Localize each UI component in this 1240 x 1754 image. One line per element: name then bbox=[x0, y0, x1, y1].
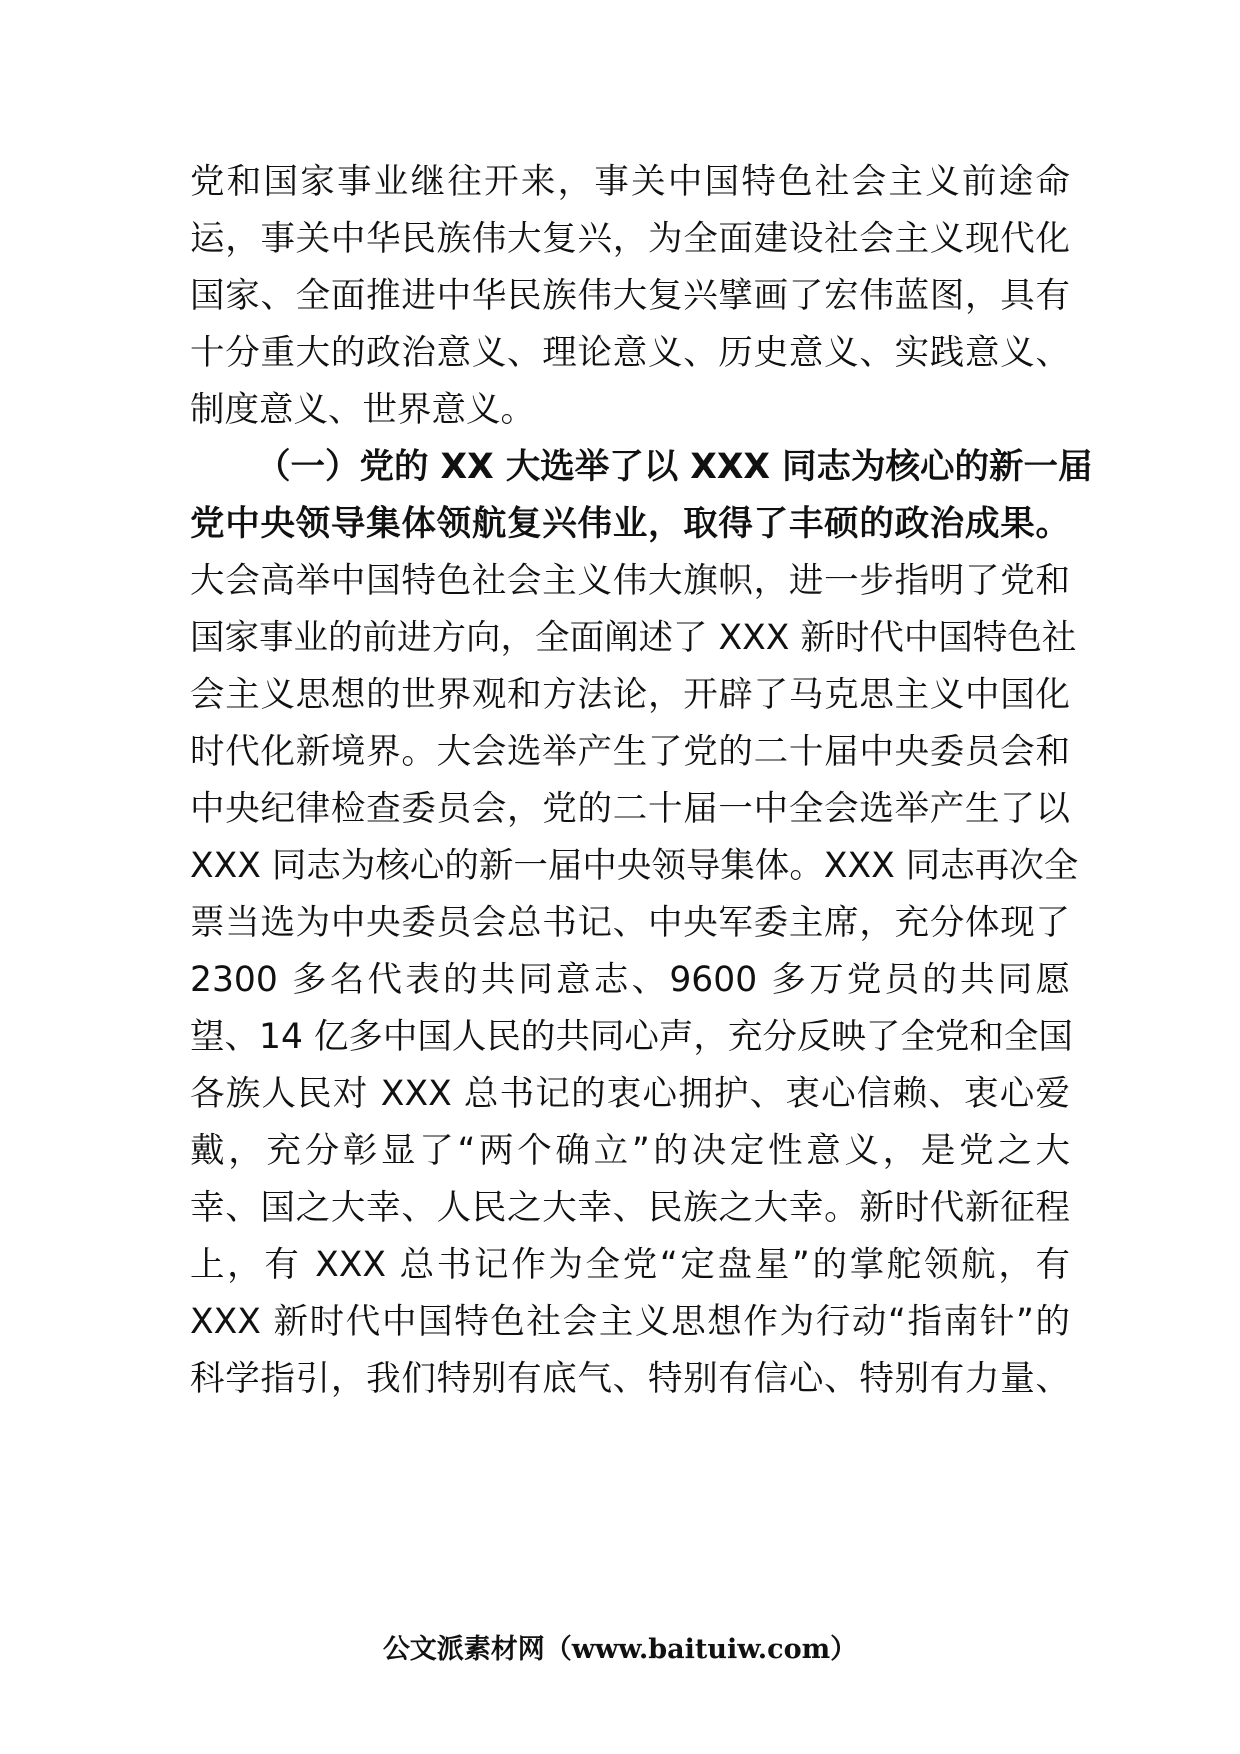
body-line: 国家、全面推进中华民族伟大复兴擘画了宏伟蓝图，具有 bbox=[190, 276, 1070, 316]
page-footer: 公文派素材网（www.baituiw.com） bbox=[382, 1634, 858, 1665]
body-line: 上，有 XXX 总书记作为全党“定盘星”的掌舵领航，有 bbox=[190, 1245, 1070, 1285]
body-line: 十分重大的政治意义、理论意义、历史意义、实践意义、 bbox=[190, 333, 1070, 373]
body-line: 票当选为中央委员会总书记、中央军委主席，充分体现了 bbox=[190, 903, 1070, 943]
body-line: 望、14 亿多中国人民的共同心声，充分反映了全党和全国 bbox=[190, 1017, 1073, 1057]
body-line: 党和国家事业继往开来，事关中国特色社会主义前途命 bbox=[190, 162, 1070, 202]
body-line: 幸、国之大幸、人民之大幸、民族之大幸。新时代新征程 bbox=[190, 1188, 1070, 1228]
body-line: 会主义思想的世界观和方法论，开辟了马克思主义中国化 bbox=[190, 675, 1070, 715]
body-line: 时代化新境界。大会选举产生了党的二十届中央委员会和 bbox=[190, 732, 1070, 772]
body-line: 2300 多名代表的共同意志、9600 多万党员的共同愿 bbox=[190, 960, 1070, 1000]
body-line: 中央纪律检查委员会，党的二十届一中全会选举产生了以 bbox=[190, 789, 1070, 829]
section-heading-line: 党中央领导集体领航复兴伟业，取得了丰硕的政治成果。 bbox=[190, 504, 1070, 544]
body-line: XXX 同志为核心的新一届中央领导集体。XXX 同志再次全 bbox=[190, 846, 1079, 886]
body-line: 大会高举中国特色社会主义伟大旗帜，进一步指明了党和 bbox=[190, 561, 1070, 601]
body-line: 各族人民对 XXX 总书记的衷心拥护、衷心信赖、衷心爱 bbox=[190, 1074, 1070, 1114]
body-line: XXX 新时代中国特色社会主义思想作为行动“指南针”的 bbox=[190, 1302, 1070, 1342]
body-line: 国家事业的前进方向，全面阐述了 XXX 新时代中国特色社 bbox=[190, 618, 1077, 658]
body-line: 戴，充分彰显了“两个确立”的决定性意义，是党之大 bbox=[190, 1131, 1070, 1171]
body-line: 科学指引，我们特别有底气、特别有信心、特别有力量、 bbox=[190, 1359, 1070, 1399]
body-line: 运，事关中华民族伟大复兴，为全面建设社会主义现代化 bbox=[190, 219, 1070, 259]
body-line: 制度意义、世界意义。 bbox=[190, 390, 535, 430]
section-heading-line: （一）党的 XX 大选举了以 XXX 同志为核心的新一届 bbox=[256, 447, 1093, 487]
